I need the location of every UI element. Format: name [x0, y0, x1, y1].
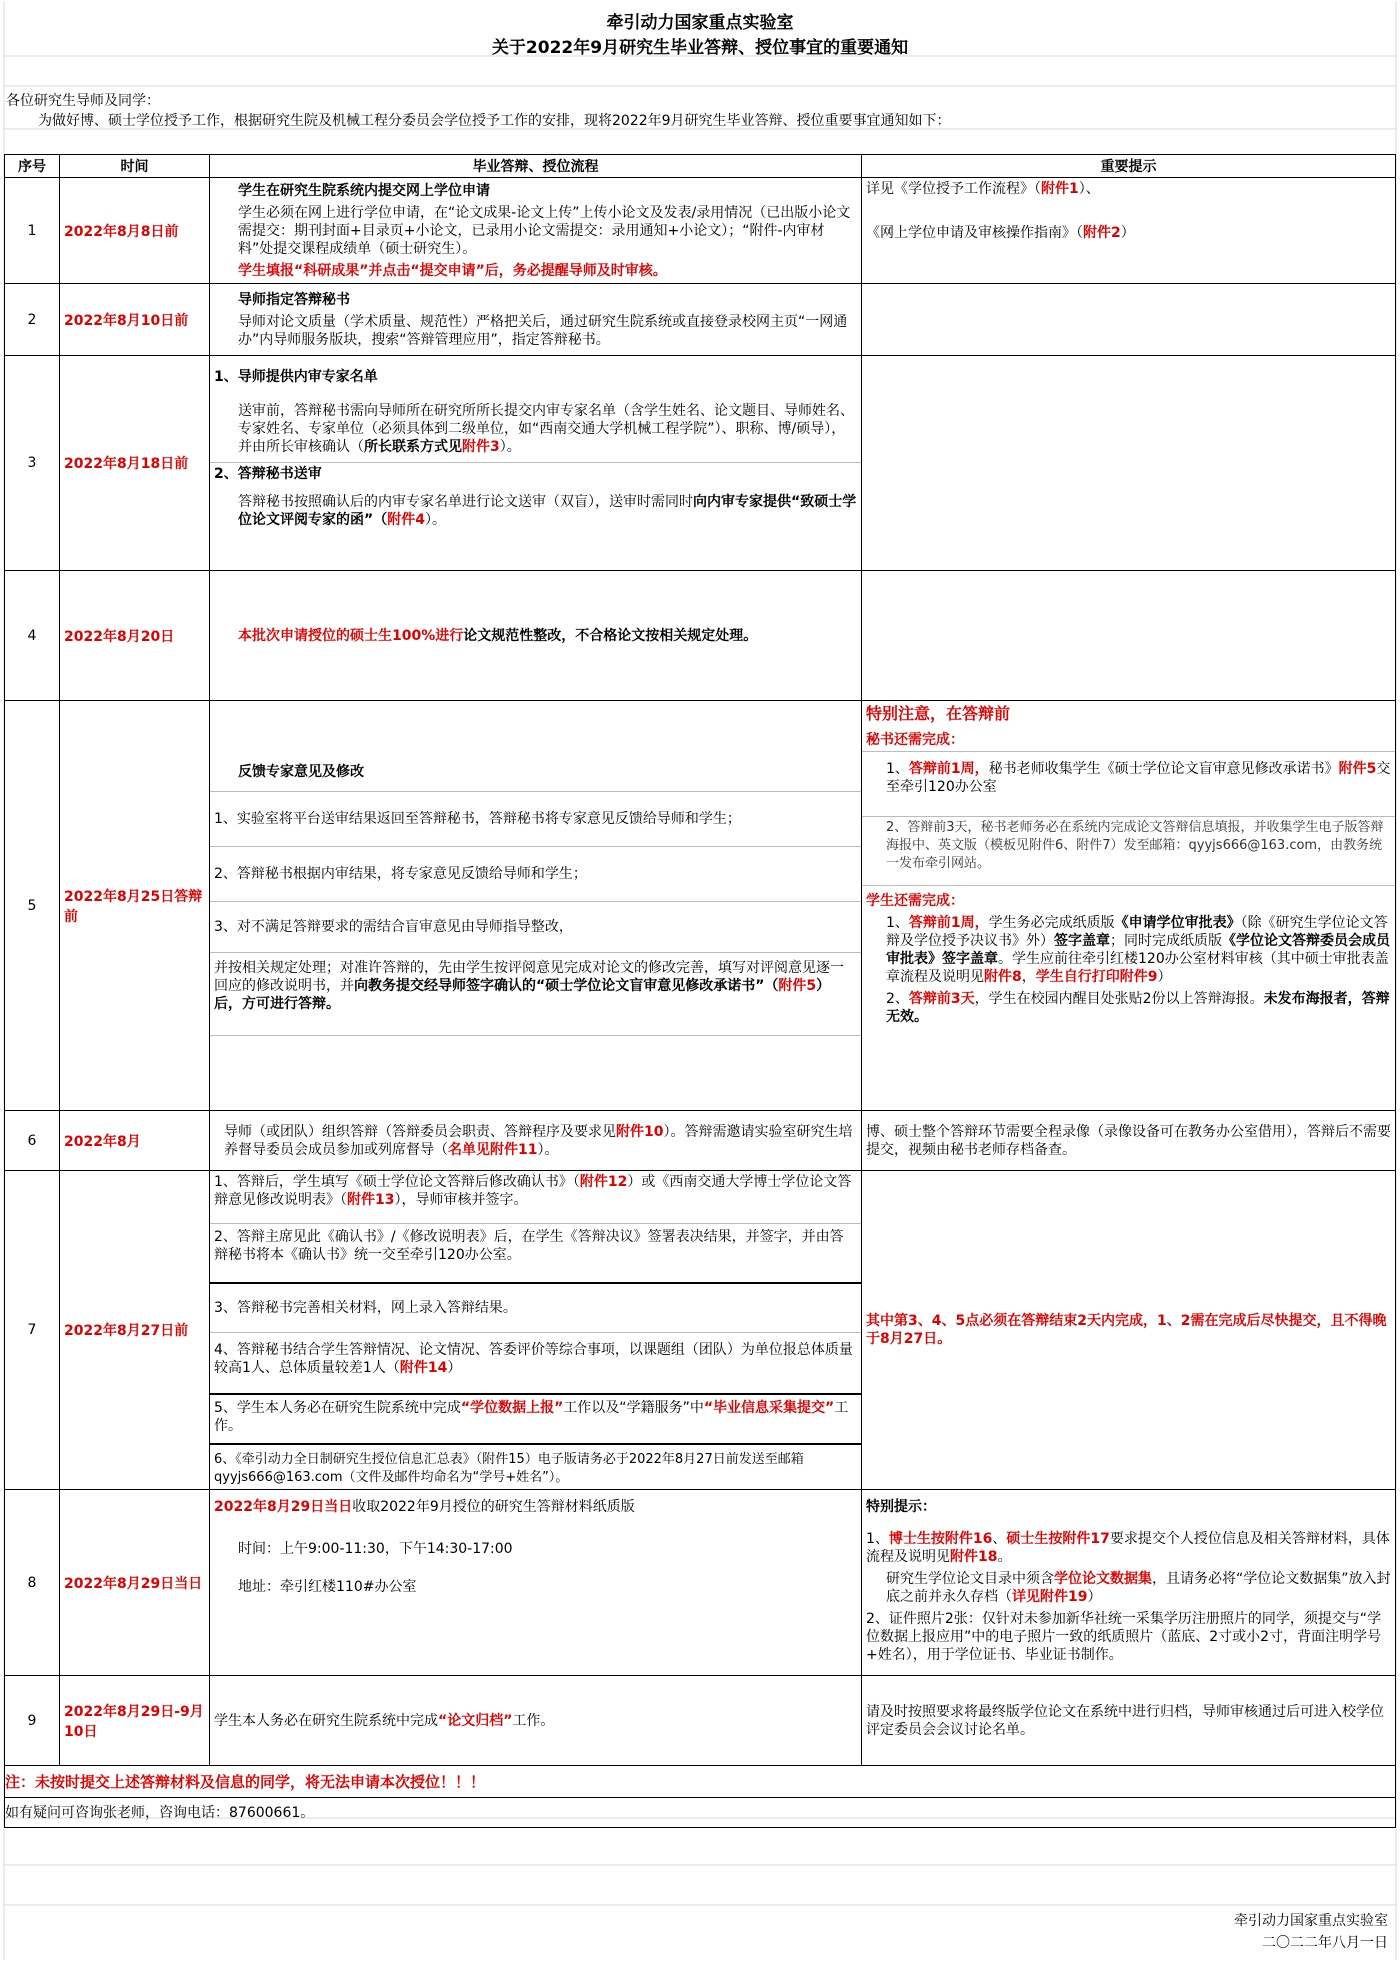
step-text: ）。 [499, 439, 521, 455]
step-highlight: “学位数据上报” [460, 1400, 564, 1416]
row-tip [862, 571, 1396, 701]
table-row [5, 1490, 1396, 1676]
tip-text: ）、 [1078, 181, 1100, 197]
table-row [5, 356, 1396, 571]
footer-contact: 如有疑问可咨询张老师，咨询电话：87600661。 [5, 1798, 1396, 1828]
step-text: ）或《西南交通大学博士学位论文答辩意见修改说明表》（ [214, 1174, 852, 1208]
row-no: 3 [5, 356, 60, 571]
tip-text: （除《研究生学位论文答辩及学位授予决议书》外） [886, 915, 1388, 949]
attachment-ref: 附件10 [616, 1123, 664, 1140]
step-text: 3、答辩秘书完善相关材料，网上录入答辩结果。 [210, 1282, 861, 1332]
tip-text: 《学位论文答辩委员会成员审批表》签字盖章 [886, 933, 1390, 967]
row-time: 2022年8月8日前 [60, 178, 210, 284]
row-process [210, 571, 862, 701]
intro-text: 为做好博、硕士学位授予工作，根据研究生院及机械工程分委员会学位授予工作的安排，现将2022年9月研究生毕业答辩、授位重要事宜通知如下： [38, 113, 951, 129]
col-header-time: 时间 [60, 155, 210, 178]
step-title: 学生在研究生院系统内提交网上学位申请 [238, 182, 490, 199]
tip-text: ， [1021, 969, 1036, 985]
row-no: 2 [5, 284, 60, 356]
step-text: ），导师审核并签字。 [394, 1192, 528, 1208]
step-text: 2、答辩主席见此《确认书》/《修改说明表》后，在学生《答辩决议》签署表决结果，并签字，并由答辩秘书将本《确认书》统一交至牵引120办公室。 [210, 1223, 861, 1282]
tip-text: 。学生应前往牵引红楼120办公室材料审核（其中硕士审批表盖章流程及说明见 [886, 951, 1389, 985]
tip-heading: 特别注意，在答辩前 [866, 704, 1011, 723]
footer-warning: 注：未按时提交上述答辩材料及信息的同学，将无法申请本次授位！！！ [5, 1766, 1396, 1798]
tip-text: 、 [992, 1531, 1007, 1547]
tip-text: 秘书老师收集学生《硕士学位论文盲审意见修改承诺书》 [988, 761, 1339, 777]
table-row [5, 1111, 1396, 1171]
step-text: 6、《牵引动力全日制研究生授位信息汇总表》（附件15）电子版请务必于2022年8月27日前发送至邮箱qyyjs666@163.com（文件及邮件均命名为“学号+姓名”）。 [210, 1443, 861, 1489]
tip-text: 1、 [886, 915, 909, 931]
tip-highlight: 学位论文数据集 [1054, 1571, 1152, 1587]
greeting: 各位研究生导师及同学： [6, 93, 160, 109]
tip-text: 博、硕士整个答辩环节需要全程录像（录像设备可在教务办公室借用），答辩后不需要提交，视频由秘书老师存档备查。 [866, 1123, 1391, 1158]
signature-date: 二〇二二年八月一日 [1262, 1935, 1388, 1951]
step-text: 向内审专家提供“致硕士学位论文评阅专家的函”（ [238, 494, 857, 528]
tip-highlight: 答辩前1周， [908, 915, 989, 931]
step-text: 学生本人务必在研究生院系统中完成 [214, 1712, 438, 1729]
row-time: 2022年8月29日当日 [60, 1490, 210, 1676]
tip-text: ） [1157, 969, 1172, 985]
row-no: 8 [5, 1490, 60, 1676]
step-text: 3、对不满足答辩要求的需结合盲审意见由导师指导整改， [210, 901, 861, 952]
step-text: 论文规范性整改，不合格论文按相关规定处理。 [463, 627, 758, 644]
step-text: 时间：上午9:00-11:30，下午14:30-17:00 [238, 1541, 513, 1557]
step-text: 并按相关规定处理；对准许答辩的，先由学生按评阅意见完成对论文的修改完善，填写对评阅意见逐一回应的修改说明书，并 [214, 960, 844, 994]
row-no: 9 [5, 1676, 60, 1766]
step-text: 所长联系方式见 [364, 439, 462, 455]
step-text: 1、答辩后，学生填写《硕士学位论文答辩后修改确认书》（ [214, 1174, 580, 1190]
step-warning: 学生填报“科研成果”并点击“提交申请”后，务必提醒导师及时审核。 [238, 262, 667, 279]
row-time: 2022年8月 [60, 1111, 210, 1171]
step-highlight: “论文归档” [438, 1712, 513, 1729]
attachment-ref: 附件14 [399, 1360, 448, 1376]
row-no: 6 [5, 1111, 60, 1171]
tip-text: ） [1087, 1589, 1102, 1605]
step-highlight: 2022年8月29日当日 [214, 1499, 353, 1515]
table-row [5, 701, 1396, 1111]
tip-text: 1、 [866, 1531, 889, 1547]
attachment-ref: 附件4 [387, 512, 425, 528]
step-title: 2、答辩秘书送审 [210, 462, 861, 485]
signature-org: 牵引动力国家重点实验室 [1234, 1913, 1388, 1929]
row-tip [862, 1490, 1396, 1676]
step-text: 导师对论文质量（学术质量、规范性）严格把关后，通过研究生院系统或直接登录校网主页“一网通办”内导师服务版块，搜索“答辩管理应用”，指定答辩秘书。 [238, 313, 848, 348]
table-row [5, 571, 1396, 701]
row-process [210, 1111, 862, 1171]
tip-highlight: 答辩前1周， [908, 761, 989, 777]
tip-text: 详见《学位授予工作流程》（ [866, 181, 1041, 197]
attachment-ref: 详见附件19 [1012, 1589, 1088, 1605]
row-tip [862, 356, 1396, 571]
contact-row [5, 1798, 1396, 1828]
attachment-ref: 硕士生按附件17 [1006, 1531, 1110, 1547]
col-header-no: 序号 [5, 155, 60, 178]
row-tip [862, 178, 1396, 284]
row-tip [862, 1676, 1396, 1766]
attachment-ref: 附件1 [1041, 181, 1079, 197]
tip-text: ） [1120, 225, 1135, 241]
step-text: ）。 [424, 512, 446, 528]
attachment-ref: 附件3 [462, 439, 500, 455]
tip-text: 签字盖章 [1054, 933, 1110, 949]
tip-text: 未发布海报者，答辩无效。 [886, 991, 1390, 1025]
col-header-tips: 重要提示 [862, 155, 1396, 178]
step-text: 送审前，答辩秘书需向导师所在研究所所长提交内审专家名单（含学生姓名、论文题目、导师姓名、专家姓名、专家单位（必须具体到二级单位，如“西南交通大学机械工程学院”）、职称、博/硕导），并由所长审核确认（ [238, 403, 854, 455]
step-highlight: “毕业信息采集提交” [703, 1400, 835, 1416]
title-line-1: 牵引动力国家重点实验室 [606, 13, 794, 33]
step-text: ）后，方可进行答辩。 [214, 978, 831, 1012]
row-no: 4 [5, 571, 60, 701]
row-process [210, 1171, 862, 1490]
tip-text: 2、答辩前3天，秘书老师务必在系统内完成论文答辩信息填报，并收集学生电子版答辩海报中、英文版（模板见附件6、附件7）发至邮箱：qyyjs666@163.com，由教务统一发布牵引网站。 [862, 816, 1395, 885]
tip-text: 2、证件照片2张：仅针对未参加新华社统一采集学历注册照片的同学，须提交与“学位数据上报应用”中的电子照片一致的纸质照片（蓝底、2寸或小2寸，背面注明学号+姓名），用于学位证书、毕业证书制作。 [866, 1611, 1382, 1663]
tip-text: 交至牵引120办公室 [886, 761, 1391, 795]
attachment-ref: 附件2 [1083, 225, 1121, 241]
attachment-ref: 附件5 [778, 978, 817, 994]
table-row [5, 178, 1396, 284]
table-row [5, 1676, 1396, 1766]
row-process [210, 356, 862, 571]
row-time: 2022年8月25日答辩前 [60, 701, 210, 1111]
table-row [5, 284, 1396, 356]
tip-text: 学生务必完成纸质版 [988, 915, 1115, 931]
tip-text: 《网上学位申请及审核操作指南》（ [866, 225, 1083, 241]
step-title: 导师指定答辩秘书 [238, 291, 350, 308]
step-text: ）。答辩需邀请实验室研究生培养督导委员会成员参加或列席督导（ [224, 1123, 853, 1158]
tip-text: ，且请务必将“学位论文数据集”放入封底之前并永久存档（ [886, 1571, 1391, 1605]
row-no: 1 [5, 178, 60, 284]
attachment-ref: 附件18 [950, 1549, 998, 1565]
tip-text: 请及时按照要求将最终版学位论文在系统中进行归档，导师审核通过后可进入校学位评定委员会会议讨论名单。 [866, 1703, 1384, 1738]
step-highlight: 本批次申请授位的硕士生100%进行 [238, 627, 464, 644]
tip-heading: 特别提示： [866, 1499, 936, 1515]
attachment-ref: 附件12 [579, 1174, 628, 1190]
step-text: 2、答辩秘书根据内审结果，将专家意见反馈给导师和学生； [210, 846, 861, 901]
row-tip [862, 1111, 1396, 1171]
row-time: 2022年8月27日前 [60, 1171, 210, 1490]
row-no: 5 [5, 701, 60, 1111]
title-line-2: 关于2022年9月研究生毕业答辩、授位事宜的重要通知 [491, 38, 909, 58]
tip-highlight: 其中第3、4、5点必须在答辩结束2天内完成，1、2需在完成后尽快提交，且不得晚于8月27日。 [866, 1313, 1387, 1347]
step-text: 工作以及“学籍服务”中 [563, 1400, 704, 1416]
row-process [210, 701, 862, 1111]
schedule-table [4, 154, 1396, 1828]
tip-highlight: 答辩前3天 [908, 991, 975, 1007]
table-header-row [5, 155, 1396, 178]
step-text: 答辩秘书按照确认后的内审专家名单进行论文送审（双盲），送审时需同时 [238, 494, 693, 510]
step-text: 4、答辩秘书结合学生答辩情况、论文情况、答委评价等综合事项，以课题组（团队）为单位报总体质量较高1人、总体质量较差1人（ [214, 1342, 853, 1376]
tip-text: 2、 [886, 991, 909, 1007]
attachment-ref: 附件5 [1338, 761, 1377, 777]
step-text: 学生必须在网上进行学位申请，在“论文成果-论文上传”上传小论文及发表/录用情况（已出版小论文需提交：期刊封面+目录页+小论文，已录用小论文需提交：录用通知+小论文）；“附件-内审材料”处提交课程成绩单（硕士研究生）。 [238, 204, 851, 257]
row-time: 2022年8月10日前 [60, 284, 210, 356]
row-process [210, 284, 862, 356]
step-text: 工作。 [214, 1400, 849, 1434]
row-process [210, 1490, 862, 1676]
row-process [210, 1676, 862, 1766]
table-row [5, 1171, 1396, 1490]
tip-text: ；同时完成纸质版 [1110, 933, 1222, 949]
step-text: ）。 [537, 1141, 559, 1158]
tip-text: ，学生在校园内醒目处张贴2份以上答辩海报。 [974, 991, 1264, 1007]
attachment-ref: 博士生按附件16 [888, 1531, 993, 1547]
row-time: 2022年8月29日-9月10日 [60, 1676, 210, 1766]
step-text: 5、学生本人务必在研究生院系统中完成 [214, 1400, 461, 1416]
tip-highlight: 学生自行打印附件9 [1035, 969, 1158, 985]
tip-subheading: 学生还需完成： [862, 885, 1395, 912]
step-title: 1、导师提供内审专家名单 [214, 369, 378, 385]
tip-text: 研究生学位论文目录中须含 [886, 1571, 1054, 1587]
tip-text: 要求提交个人授位信息及相关答辩材料，具体流程及说明见 [866, 1531, 1390, 1565]
step-text: 向教务提交经导师签字确认的“硕士学位论文盲审意见修改承诺书”（ [354, 978, 779, 994]
row-tip [862, 284, 1396, 356]
row-time: 2022年8月18日前 [60, 356, 210, 571]
row-tip [862, 701, 1396, 1111]
tip-subheading: 秘书还需完成： [866, 732, 964, 748]
step-title: 反馈专家意见及修改 [238, 764, 364, 780]
attachment-ref: 附件8 [984, 969, 1022, 985]
row-tip [862, 1171, 1396, 1490]
step-text: ） [447, 1360, 462, 1376]
row-time: 2022年8月20日 [60, 571, 210, 701]
step-text: 1、实验室将平台送审结果返回至答辩秘书，答辩秘书将专家意见反馈给导师和学生； [210, 791, 861, 846]
tip-text: 1、 [886, 761, 909, 777]
tip-text: 。 [997, 1549, 1012, 1565]
attachment-ref: 名单见附件11 [448, 1141, 538, 1158]
col-header-process: 毕业答辩、授位流程 [210, 155, 862, 178]
step-text: 收取2022年9月授位的研究生答辩材料纸质版 [352, 1499, 635, 1515]
step-text: 地址：牵引红楼110#办公室 [238, 1579, 417, 1595]
step-text: 工作。 [512, 1712, 555, 1729]
warning-row [5, 1766, 1396, 1798]
row-no: 7 [5, 1171, 60, 1490]
tip-text: 《申请学位审批表》 [1114, 915, 1241, 931]
row-process [210, 178, 862, 284]
attachment-ref: 附件13 [347, 1192, 395, 1208]
step-text: 导师（或团队）组织答辩（答辩委员会职责、答辩程序及要求见 [224, 1123, 616, 1140]
